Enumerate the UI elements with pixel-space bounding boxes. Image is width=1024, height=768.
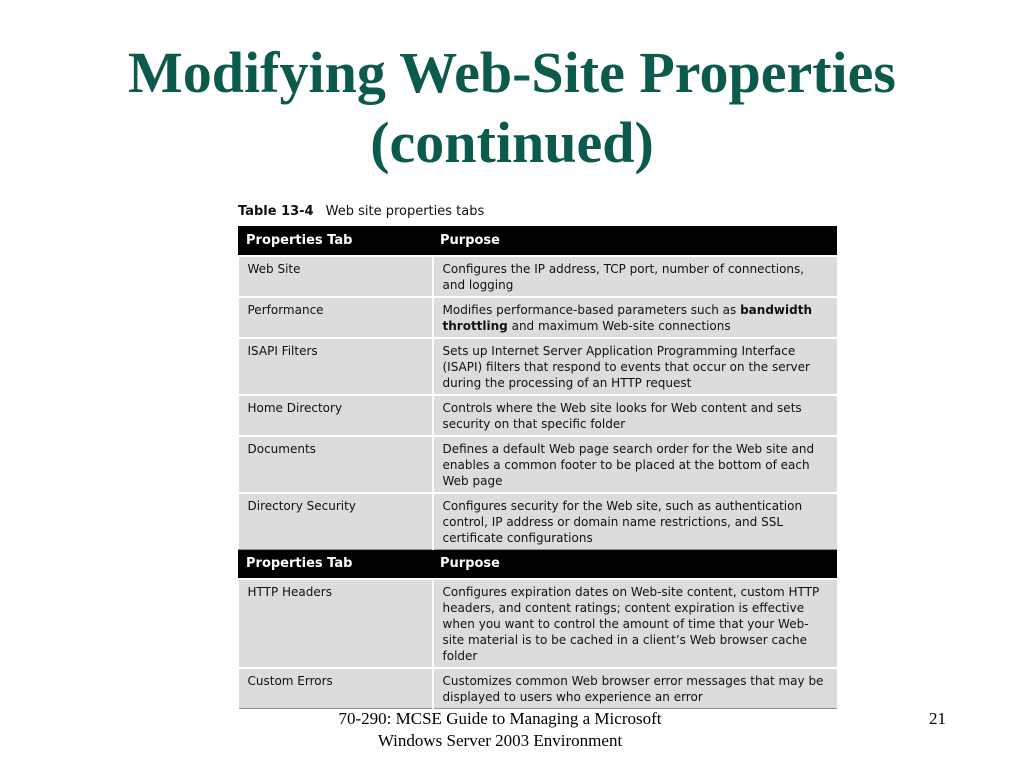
table-caption-label: Table 13-4 xyxy=(238,203,314,219)
table-row xyxy=(239,297,837,338)
table-row xyxy=(239,579,837,668)
table-row xyxy=(239,256,837,297)
footer-line-2: Windows Server 2003 Environment xyxy=(377,731,623,750)
row-tab-performance: Performance xyxy=(239,297,433,338)
row-purpose-performance xyxy=(433,297,837,338)
row-tab-directory-security: Directory Security xyxy=(239,493,433,550)
column-header-properties-tab: Properties Tab xyxy=(239,227,433,257)
properties-table-figure xyxy=(238,200,836,709)
row-purpose-home-directory: Controls where the Web site looks for Web content and sets security on that specific folder xyxy=(433,395,837,436)
table-row xyxy=(239,493,837,550)
footer-course-title xyxy=(240,708,760,752)
row-tab-http-headers: HTTP Headers xyxy=(239,579,433,668)
column-header-purpose: Purpose xyxy=(433,227,837,257)
row-purpose-isapi-filters: Sets up Internet Server Application Programming Interface (ISAPI) filters that respond to events that occur on the server during the processing of an HTTP request xyxy=(433,338,837,395)
table-header-row xyxy=(239,227,837,257)
purpose-bold-term: bandwidth throttling xyxy=(442,303,812,333)
slide-title-line-2: (continued) xyxy=(370,110,654,175)
table-caption xyxy=(238,200,836,222)
properties-table xyxy=(238,226,837,709)
column-header-purpose: Purpose xyxy=(433,550,837,580)
table-header-row-repeat xyxy=(239,550,837,580)
slide-title xyxy=(0,38,1024,178)
slide-title-line-1: Modifying Web-Site Properties xyxy=(128,40,896,105)
row-purpose-documents: Defines a default Web page search order for the Web site and enables a common footer to be placed at the bottom of each Web page xyxy=(433,436,837,493)
row-tab-custom-errors: Custom Errors xyxy=(239,668,433,709)
row-tab-web-site: Web Site xyxy=(239,256,433,297)
row-tab-isapi-filters: ISAPI Filters xyxy=(239,338,433,395)
table-row xyxy=(239,668,837,709)
footer-line-1: 70-290: MCSE Guide to Managing a Microsoft xyxy=(338,709,662,728)
table-row xyxy=(239,338,837,395)
table-row xyxy=(239,436,837,493)
table-row xyxy=(239,395,837,436)
page-number: 21 xyxy=(929,709,946,728)
row-purpose-directory-security: Configures security for the Web site, such as authentication control, IP address or domain name restrictions, and SSL certificate configurations xyxy=(433,493,837,550)
purpose-text: and maximum Web-site connections xyxy=(507,319,731,333)
row-purpose-http-headers: Configures expiration dates on Web-site content, custom HTTP headers, and content ratings; content expiration is effective when you want to control the amount of time that your Web-site material is to be cached in a client’s Web browser cache folder xyxy=(433,579,837,668)
row-purpose-web-site: Configures the IP address, TCP port, number of connections, and logging xyxy=(433,256,837,297)
row-purpose-custom-errors: Customizes common Web browser error messages that may be displayed to users who experience an error xyxy=(433,668,837,709)
column-header-properties-tab: Properties Tab xyxy=(239,550,433,580)
row-tab-home-directory: Home Directory xyxy=(239,395,433,436)
row-tab-documents: Documents xyxy=(239,436,433,493)
table-caption-text: Web site properties tabs xyxy=(325,203,485,219)
purpose-text: Modifies performance-based parameters such as xyxy=(442,303,741,317)
